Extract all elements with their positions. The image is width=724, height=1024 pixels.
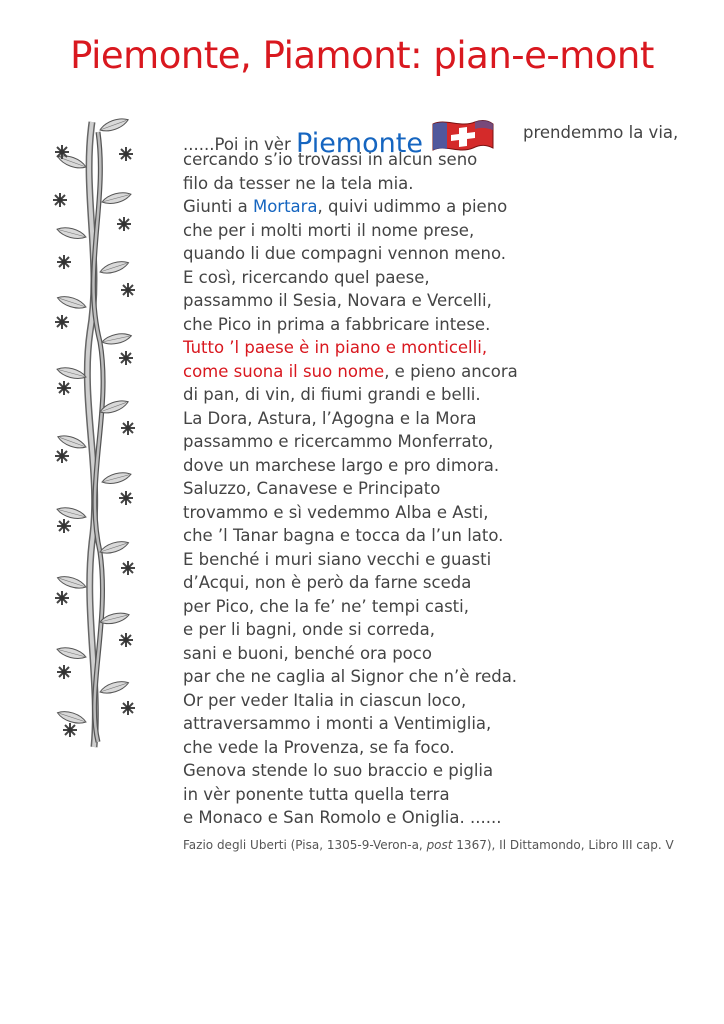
- poem-line: Genova stende lo suo braccio e piglia: [183, 761, 494, 780]
- poem-line: quando li due compagni vennon meno.: [183, 244, 506, 263]
- attribution-text: Fazio degli Uberti (Pisa, 1305-9-Veron-a,: [183, 838, 427, 852]
- attribution-text: 1367), Il Dittamondo, Libro III cap. V: [452, 838, 674, 852]
- mortara-highlight: Mortara: [252, 197, 318, 216]
- page-title: Piemonte, Piamont: pian-e-mont: [70, 34, 654, 77]
- vine-illustration: [40, 112, 156, 752]
- poem-line: filo da tesser ne la tela mia.: [183, 173, 414, 193]
- poem-line: che Pico in prima a fabbricare intese.: [183, 314, 491, 334]
- attribution-italic: post: [426, 838, 453, 852]
- poem-line: E benché i muri siano vecchi e guasti: [183, 549, 492, 569]
- poem-line: di pan, di vin, di fiumi grandi e belli.: [183, 385, 481, 404]
- poem-text-highlight: come suona il suo nome: [183, 361, 385, 381]
- poem-line: [183, 360, 703, 384]
- poem-text: , e pieno ancora: [384, 361, 518, 381]
- poem-text: ......Poi in vèr: [183, 135, 296, 154]
- poem-line: sani e buoni, benché ora poco: [183, 643, 432, 663]
- poem-line: passammo il Sesia, Novara e Vercelli,: [183, 291, 492, 310]
- poem-line: [183, 118, 703, 159]
- poem-line: d’Acqui, non è però da farne sceda: [183, 573, 472, 592]
- poem-line: Saluzzo, Canavese e Principato: [183, 479, 441, 498]
- poem-line: e per li bagni, onde si correda,: [183, 620, 435, 639]
- poem-line-highlight: Tutto ’l paese è in piano e monticelli,: [183, 338, 488, 357]
- poem-text: Giunti a: [183, 197, 253, 216]
- poem-line: E così, ricercando quel paese,: [183, 267, 430, 287]
- poem-line: in vèr ponente tutta quella terra: [183, 784, 450, 804]
- poem-line: passammo e ricercammo Monferrato,: [183, 432, 494, 451]
- poem-line: [183, 195, 703, 219]
- poem-line: La Dora, Astura, l’Agogna e la Mora: [183, 408, 477, 428]
- poem-line: che vede la Provenza, se fa foco.: [183, 737, 455, 757]
- poem-line: dove un marchese largo e pro dimora.: [183, 455, 500, 475]
- poem-line: per Pico, che la fe’ ne’ tempi casti,: [183, 596, 469, 616]
- poem-line: Or per veder Italia in ciascun loco,: [183, 690, 467, 710]
- poem-text: prendemmo la via,: [523, 123, 679, 142]
- attribution: [183, 838, 674, 852]
- piedmont-flag-icon: [431, 118, 495, 154]
- poem-line: attraversammo i monti a Ventimiglia,: [183, 714, 492, 733]
- poem-text: , quivi udimmo a pieno: [317, 197, 508, 216]
- poem-line: che per i molti morti il nome prese,: [183, 220, 475, 240]
- piemonte-highlight: Piemonte: [296, 128, 423, 159]
- poem-line: cercando s’io trovassi in alcun seno: [183, 150, 478, 169]
- poem-line: che ’l Tanar bagna e tocca da l’un lato.: [183, 526, 504, 545]
- poem-line: trovammo e sì vedemmo Alba e Asti,: [183, 502, 489, 522]
- poem-line: par che ne caglia al Signor che n’è reda.: [183, 667, 518, 686]
- poem-line: e Monaco e San Romolo e Oniglia. ......: [183, 808, 502, 827]
- poem: [183, 118, 703, 830]
